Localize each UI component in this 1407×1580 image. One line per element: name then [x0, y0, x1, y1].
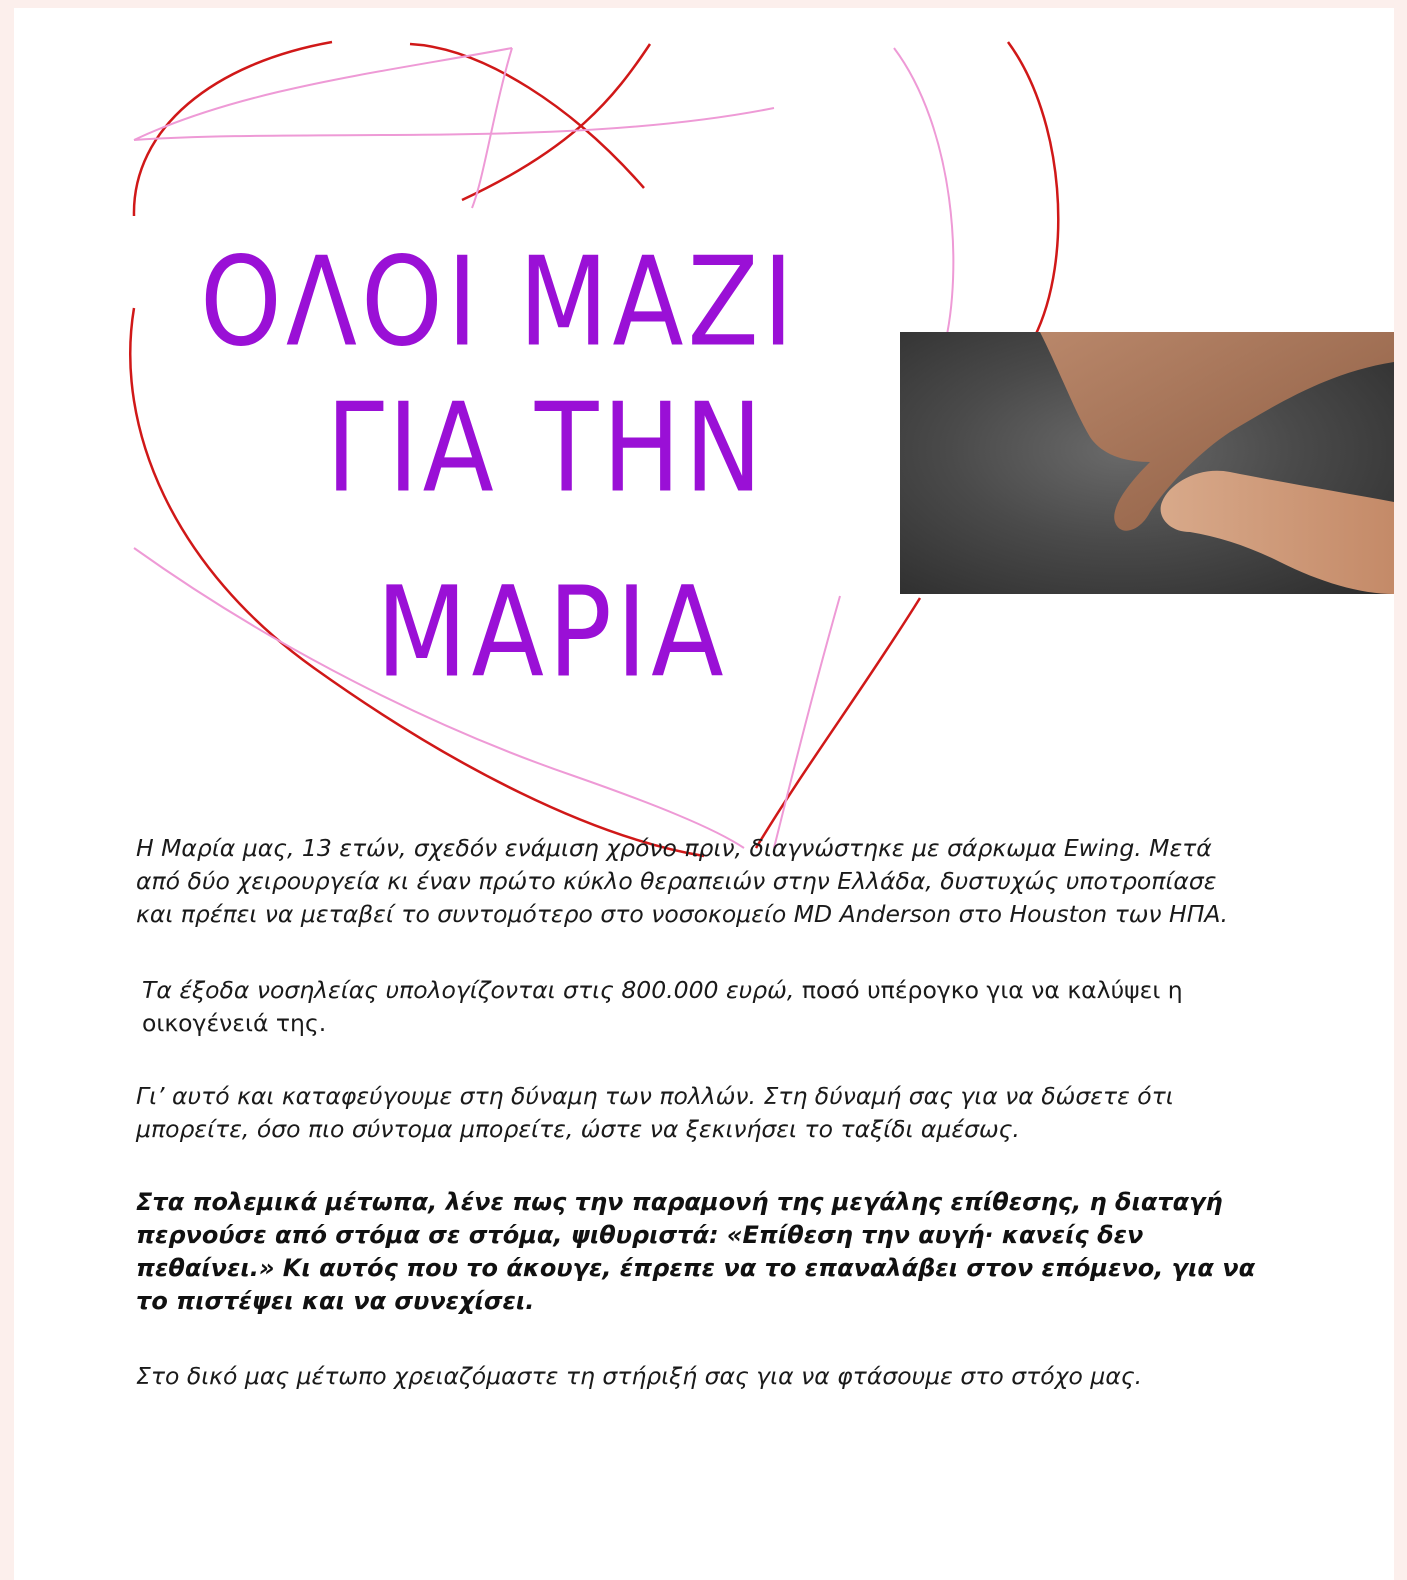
helping-hands-photo	[900, 332, 1394, 594]
paragraph-appeal-line: μπορείτε, όσο πιο σύντομα μπορείτε, ώστε να ξεκινήσει το ταξίδι αμέσως.	[136, 1115, 1020, 1143]
paragraph-quote-line: περνούσε από στόμα σε στόμα, ψιθυριστά: «Επίθεση την αυγή· κανείς δεν	[136, 1221, 1144, 1249]
paragraph-appeal	[136, 1080, 1356, 1146]
paragraph-diagnosis-line: και πρέπει να μεταβεί το συντομότερο στο νοσοκομείο MD Anderson στο Houston των ΗΠΑ.	[136, 900, 1228, 928]
title-line-2: ΓΙΑ ΤΗΝ	[326, 376, 767, 520]
paragraph-appeal-line: Γι’ αυτό και καταφεύγουμε στη δύναμη των πολλών. Στη δύναμή σας για να δώσετε ότι	[136, 1082, 1174, 1110]
paragraph-costs-line	[142, 974, 1362, 1007]
red-heart-outline	[134, 42, 644, 216]
costs-amount: Τα έξοδα νοσηλείας υπολογίζονται στις 800.000 ευρώ,	[142, 976, 795, 1004]
paragraph-closing	[136, 1360, 1356, 1393]
title-line-3: ΜΑΡΙΑ	[376, 560, 728, 706]
paragraph-quote-line: το πιστέψει και να συνεχίσει.	[136, 1287, 535, 1315]
paragraph-diagnosis-line: Η Μαρία μας, 13 ετών, σχεδόν ενάμιση χρόνο πριν, διαγνώστηκε με σάρκωμα Ewing. Μετά	[136, 834, 1212, 862]
paragraph-quote-line: πεθαίνει.» Κι αυτός που το άκουγε, έπρεπε να το επαναλάβει στον επόμενο, για να	[136, 1254, 1256, 1282]
title-line-1: ΟΛΟΙ ΜΑΖΙ	[200, 230, 798, 374]
paragraph-costs-line: οικογένειά της.	[142, 1009, 327, 1037]
costs-rest: ποσό υπέρογκο για να καλύψει η	[794, 976, 1183, 1004]
hands-illustration	[900, 332, 1394, 594]
paragraph-closing-line: Στο δικό μας μέτωπο χρειαζόμαστε τη στήριξή σας για να φτάσουμε στο στόχο μας.	[136, 1362, 1143, 1390]
flyer-page	[14, 8, 1394, 1580]
paragraph-diagnosis-line: από δύο χειρουργεία κι έναν πρώτο κύκλο θεραπειών στην Ελλάδα, δυστυχώς υποτροπίασε	[136, 867, 1217, 895]
child-hand	[1161, 471, 1394, 594]
paragraph-quote-line: Στα πολεμικά μέτωπα, λένε πως την παραμονή της μεγάλης επίθεσης, η διαταγή	[136, 1188, 1223, 1216]
paragraph-diagnosis	[136, 832, 1356, 931]
paragraph-quote	[136, 1186, 1356, 1318]
paragraph-costs	[142, 974, 1362, 1040]
